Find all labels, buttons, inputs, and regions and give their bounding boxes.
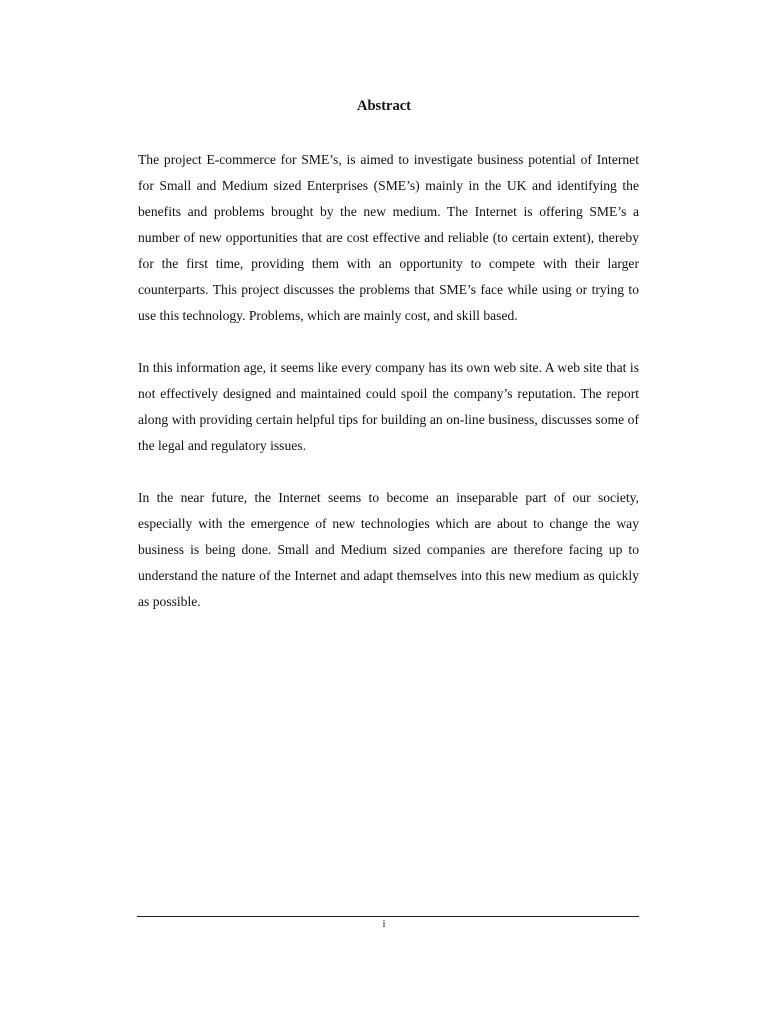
- abstract-paragraph-3: In the near future, the Internet seems to become an inseparable part of our society, especially with the emergence of new technologies which are about to change the way business is being done. Small and Medium sized companies are therefore facing up to understand the nature of the Internet and adapt themselves into this new medium as quickly as possible.: [138, 490, 639, 609]
- abstract-body: [138, 147, 639, 641]
- abstract-paragraph-1: The project E-commerce for SME’s, is aimed to investigate business potential of Internet for Small and Medium sized Enterprises (SME’s) mainly in the UK and identifying the benefits and problems brought by the new medium. The Internet is offering SME’s a number of new opportunities that are cost effective and reliable (to certain extent), thereby for the first time, providing them with an opportunity to compete with their larger counterparts. This project discusses the problems that SME’s face while using or trying to use this technology. Problems, which are mainly cost, and skill based.: [138, 152, 639, 323]
- abstract-heading: Abstract: [357, 98, 411, 114]
- abstract-paragraph-2: In this information age, it seems like every company has its own web site. A web site that is not effectively designed and maintained could spoil the company’s reputation. The report along with providing certain helpful tips for building an on-line business, discusses some of the legal and regulatory issues.: [138, 360, 639, 453]
- page-number: i: [382, 919, 386, 930]
- footer-divider: [137, 916, 639, 917]
